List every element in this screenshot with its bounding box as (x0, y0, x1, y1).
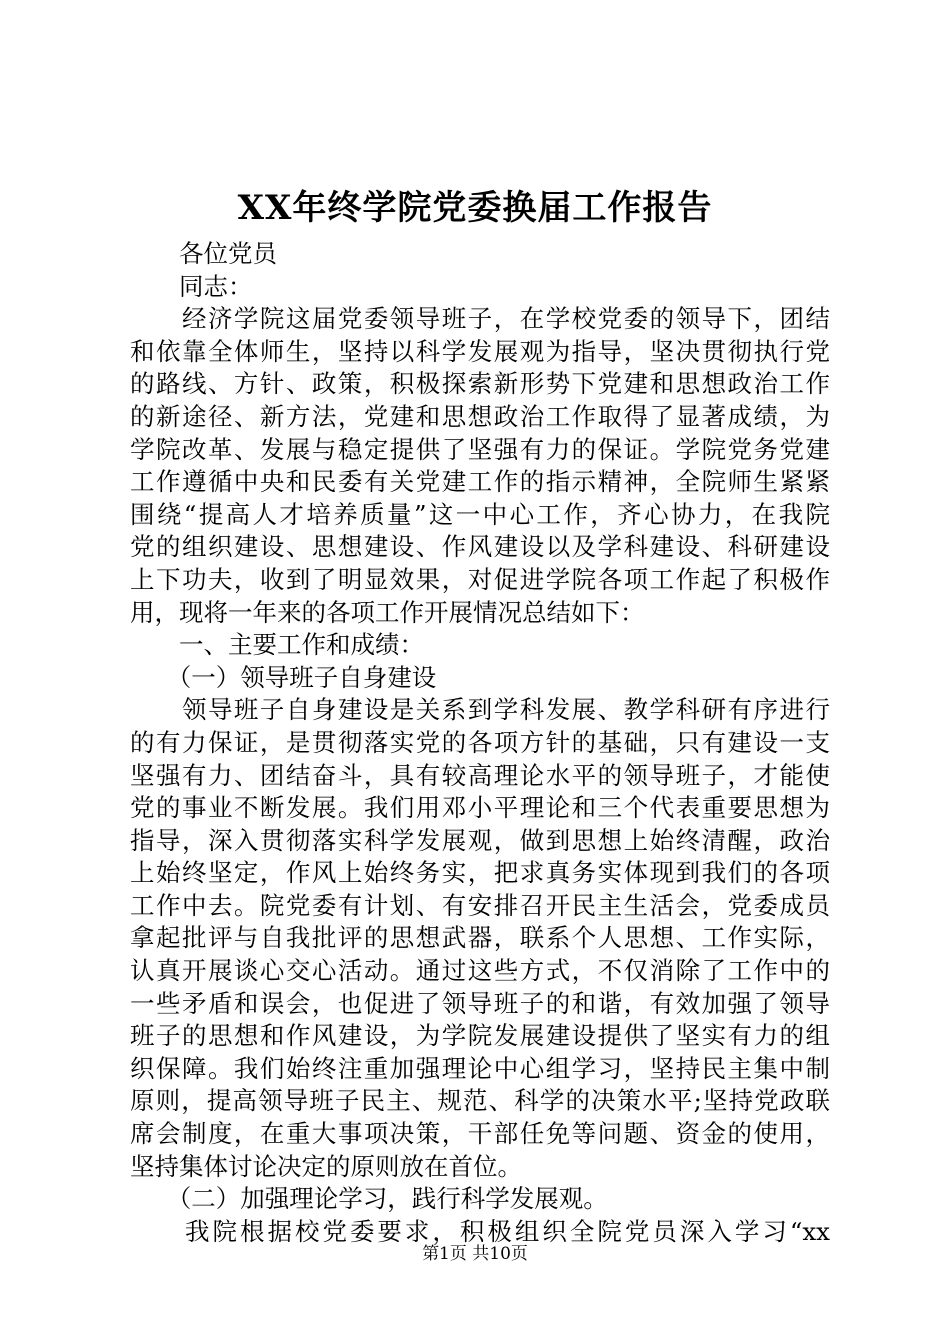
body-line: 一些矛盾和误会，也促进了领导班子的和谐，有效加强了领导 (130, 988, 830, 1018)
body-line: 党的组织建设、思想建设、作风建设以及学科建设、科研建设 (130, 532, 830, 562)
body-line: 指导，深入贯彻落实科学发展观，做到思想上始终清醒，政治 (130, 825, 830, 855)
page-footer: 第1页 共10页 (422, 1244, 528, 1264)
body-line: 坚持集体讨论决定的原则放在首位。 (130, 1151, 522, 1181)
document-body (130, 238, 830, 1248)
body-line: 上始终坚定，作风上始终务实，把求真务实体现到我们的各项 (130, 858, 830, 888)
body-line: 的路线、方针、政策，积极探索新形势下党建和思想政治工作 (130, 369, 830, 399)
body-line: 围绕“提高人才培养质量”这一中心工作，齐心协力，在我院 (130, 499, 830, 529)
body-line: 的有力保证，是贯彻落实党的各项方针的基础，只有建设一支 (130, 727, 830, 757)
body-line: 党的事业不断发展。我们用邓小平理论和三个代表重要思想为 (130, 793, 830, 823)
body-line: 上下功夫，收到了明显效果，对促进学院各项工作起了积极作 (130, 564, 830, 594)
body-line: 织保障。我们始终注重加强理论中心组学习，坚持民主集中制 (130, 1053, 830, 1083)
body-line: （二）加强理论学习，践行科学发展观。 (130, 1184, 608, 1214)
body-line: 学院改革、发展与稳定提供了坚强有力的保证。学院党务党建 (130, 434, 830, 464)
body-line: 工作中去。院党委有计划、有安排召开民主生活会，党委成员 (130, 890, 830, 920)
body-line: 同志： (130, 271, 253, 301)
document-title: XX年终学院党委换届工作报告 (237, 188, 713, 228)
body-line: 一、主要工作和成绩： (130, 630, 424, 660)
body-line: 原则，提高领导班子民主、规范、科学的决策水平;坚持党政联 (130, 1086, 830, 1116)
body-line: 坚强有力、团结奋斗，具有较高理论水平的领导班子，才能使 (130, 760, 830, 790)
body-line: 各位党员 (130, 239, 277, 268)
body-line: 班子的思想和作风建设，为学院发展建设提供了坚实有力的组 (130, 1021, 830, 1051)
body-line: 经济学院这届党委领导班子，在学校党委的领导下，团结 (130, 304, 830, 334)
body-line: 席会制度，在重大事项决策，干部任免等问题、资金的使用， (130, 1119, 830, 1149)
body-line: 我院根据校党委要求，积极组织全院党员深入学习“xx (130, 1216, 830, 1246)
body-line: 用，现将一年来的各项工作开展情况总结如下： (130, 597, 645, 627)
body-line: 认真开展谈心交心活动。通过这些方式，不仅消除了工作中的 (130, 956, 830, 986)
body-line: 领导班子自身建设是关系到学科发展、教学科研有序进行 (130, 695, 830, 725)
body-line: （一）领导班子自身建设 (130, 662, 437, 692)
body-line: 和依靠全体师生，坚持以科学发展观为指导，坚决贯彻执行党 (130, 336, 830, 366)
body-line: 的新途径、新方法，党建和思想政治工作取得了显著成绩，为 (130, 401, 830, 431)
body-line: 拿起批评与自我批评的思想武器，联系个人思想、工作实际， (130, 923, 830, 953)
body-line: 工作遵循中央和民委有关党建工作的指示精神，全院师生紧紧 (130, 467, 830, 497)
